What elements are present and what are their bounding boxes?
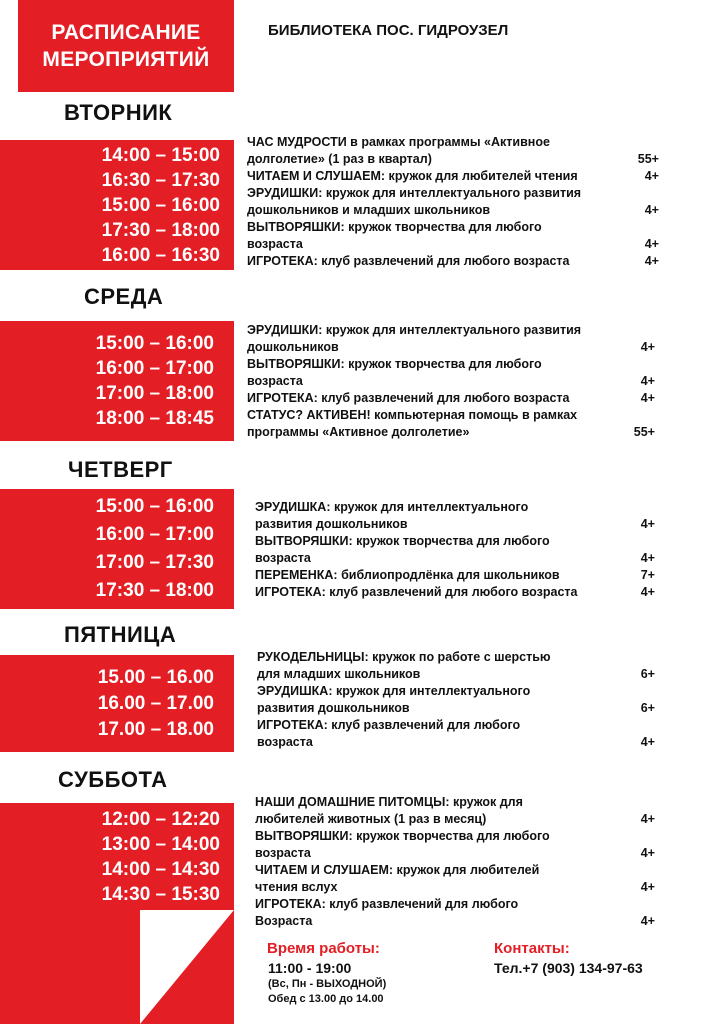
event-line: возраста 4+ [255, 846, 655, 860]
event-line: дошкольников 4+ [247, 340, 655, 354]
event-line: любителей животных (1 раз в месяц) 4+ [255, 812, 655, 826]
event-line: ЭРУДИШКА: кружок для интеллектуального [255, 500, 529, 514]
event-line: чтения вслух 4+ [255, 880, 655, 894]
time-slot: 16:00 – 17:00 [95, 524, 214, 545]
time-slot: 14:00 – 15:00 [101, 144, 220, 166]
event-line: ВЫТВОРЯШКИ: кружок творчества для любого [255, 534, 550, 548]
time-slot: 15:00 – 16:00 [101, 194, 220, 216]
times-tuesday [0, 140, 234, 270]
event-line: ЧИТАЕМ И СЛУШАЕМ: кружок для любителей [255, 863, 540, 877]
event-line: Возраста 4+ [255, 914, 655, 928]
event-line: развития дошкольников 6+ [257, 701, 655, 715]
time-slot: 16:30 – 17:30 [101, 169, 220, 191]
event-line: ИГРОТЕКА: клуб развлечений для любого возраста 4+ [247, 391, 655, 405]
event-line: ПЕРЕМЕНКА: библиопродлёнка для школьников 7+ [255, 568, 655, 582]
time-slot: 12:00 – 12:20 [101, 808, 220, 830]
day-saturday: СУББОТА [58, 767, 168, 792]
event-line: ВЫТВОРЯШКИ: кружок творчества для любого [247, 357, 542, 371]
event-line: ЧИТАЕМ И СЛУШАЕМ: кружок для любителей чтения 4+ [247, 169, 659, 183]
title-line-2: МЕРОПРИЯТИЙ [42, 48, 210, 71]
event-line: ЭРУДИШКИ: кружок для интеллектуального развития [247, 186, 582, 200]
event-line: ИГРОТЕКА: клуб развлечений для любого [257, 718, 521, 732]
event-line: программы «Активное долголетие» 55+ [247, 425, 655, 439]
event-line: СТАТУС? АКТИВЕН! компьютерная помощь в рамках [247, 408, 578, 422]
event-line: ИГРОТЕКА: клуб развлечений для любого возраста 4+ [255, 585, 655, 599]
events-friday [257, 649, 655, 751]
events-saturday [255, 794, 655, 930]
event-line: для младших школьников 6+ [257, 667, 655, 681]
lunch-break: Обед с 13.00 до 14.00 [268, 993, 384, 1005]
event-line: дошкольников и младших школьников 4+ [247, 203, 659, 217]
event-line: долголетие» (1 раз в квартал) 55+ [247, 152, 659, 166]
event-line: возраста 4+ [247, 374, 655, 388]
event-line: РУКОДЕЛЬНИЦЫ: кружок по работе с шерстью [257, 650, 551, 664]
time-slot: 17:00 – 18:00 [95, 383, 214, 404]
times-thursday [0, 489, 234, 609]
library-name: БИБЛИОТЕКА ПОС. ГИДРОУЗЕЛ [268, 22, 509, 39]
events-thursday [255, 499, 655, 601]
time-slot: 16.00 – 17.00 [97, 692, 214, 714]
event-line: НАШИ ДОМАШНИЕ ПИТОМЦЫ: кружок для [255, 795, 523, 809]
day-friday: ПЯТНИЦА [64, 622, 177, 647]
event-line: возраста 4+ [257, 735, 655, 749]
times-friday [0, 655, 234, 752]
events-tuesday [247, 134, 659, 270]
event-line: возраста 4+ [247, 237, 659, 251]
event-line: ИГРОТЕКА: клуб развлечений для любого [255, 897, 519, 911]
event-line: развития дошкольников 4+ [255, 517, 655, 531]
event-line: ВЫТВОРЯШКИ: кружок творчества для любого [255, 829, 550, 843]
time-slot: 17.00 – 18.00 [97, 718, 214, 740]
time-slot: 16:00 – 17:00 [95, 358, 214, 379]
decorative-triangle [140, 910, 234, 1024]
time-slot: 15:00 – 16:00 [95, 496, 214, 517]
time-slot: 16:00 – 16:30 [101, 244, 220, 266]
title-banner [18, 0, 234, 92]
decorative-block [0, 910, 140, 1024]
time-slot: 14:00 – 14:30 [101, 858, 220, 880]
time-slot: 13:00 – 14:00 [101, 833, 220, 855]
event-line: ВЫТВОРЯШКИ: кружок творчества для любого [247, 220, 542, 234]
times-wednesday [0, 321, 234, 441]
times-saturday [0, 803, 234, 910]
event-line: ЭРУДИШКА: кружок для интеллектуального [257, 684, 531, 698]
contacts-label: Контакты: [494, 940, 570, 957]
time-slot: 14:30 – 15:30 [101, 883, 220, 905]
event-line: ЭРУДИШКИ: кружок для интеллектуального развития [247, 323, 582, 337]
time-slot: 17:00 – 17:30 [95, 552, 214, 573]
title-line-1: РАСПИСАНИЕ [51, 21, 201, 44]
day-wednesday: СРЕДА [84, 284, 164, 309]
events-wednesday [247, 322, 655, 441]
hours-value: 11:00 - 19:00 [268, 960, 352, 976]
day-thursday: ЧЕТВЕРГ [68, 457, 173, 482]
event-line: возраста 4+ [255, 551, 655, 565]
time-slot: 15.00 – 16.00 [97, 666, 214, 688]
event-line: ИГРОТЕКА: клуб развлечений для любого возраста 4+ [247, 254, 659, 268]
hours-label: Время работы: [267, 940, 380, 957]
time-slot: 18:00 – 18:45 [95, 408, 214, 429]
time-slot: 17:30 – 18:00 [101, 219, 220, 241]
day-tuesday: ВТОРНИК [64, 100, 173, 125]
time-slot: 17:30 – 18:00 [95, 580, 214, 601]
days-off: (Вс, Пн - ВЫХОДНОЙ) [268, 978, 387, 990]
phone-number: Тел.+7 (903) 134-97-63 [494, 960, 643, 976]
event-line: ЧАС МУДРОСТИ в рамках программы «Активное [247, 135, 550, 149]
time-slot: 15:00 – 16:00 [95, 333, 214, 354]
